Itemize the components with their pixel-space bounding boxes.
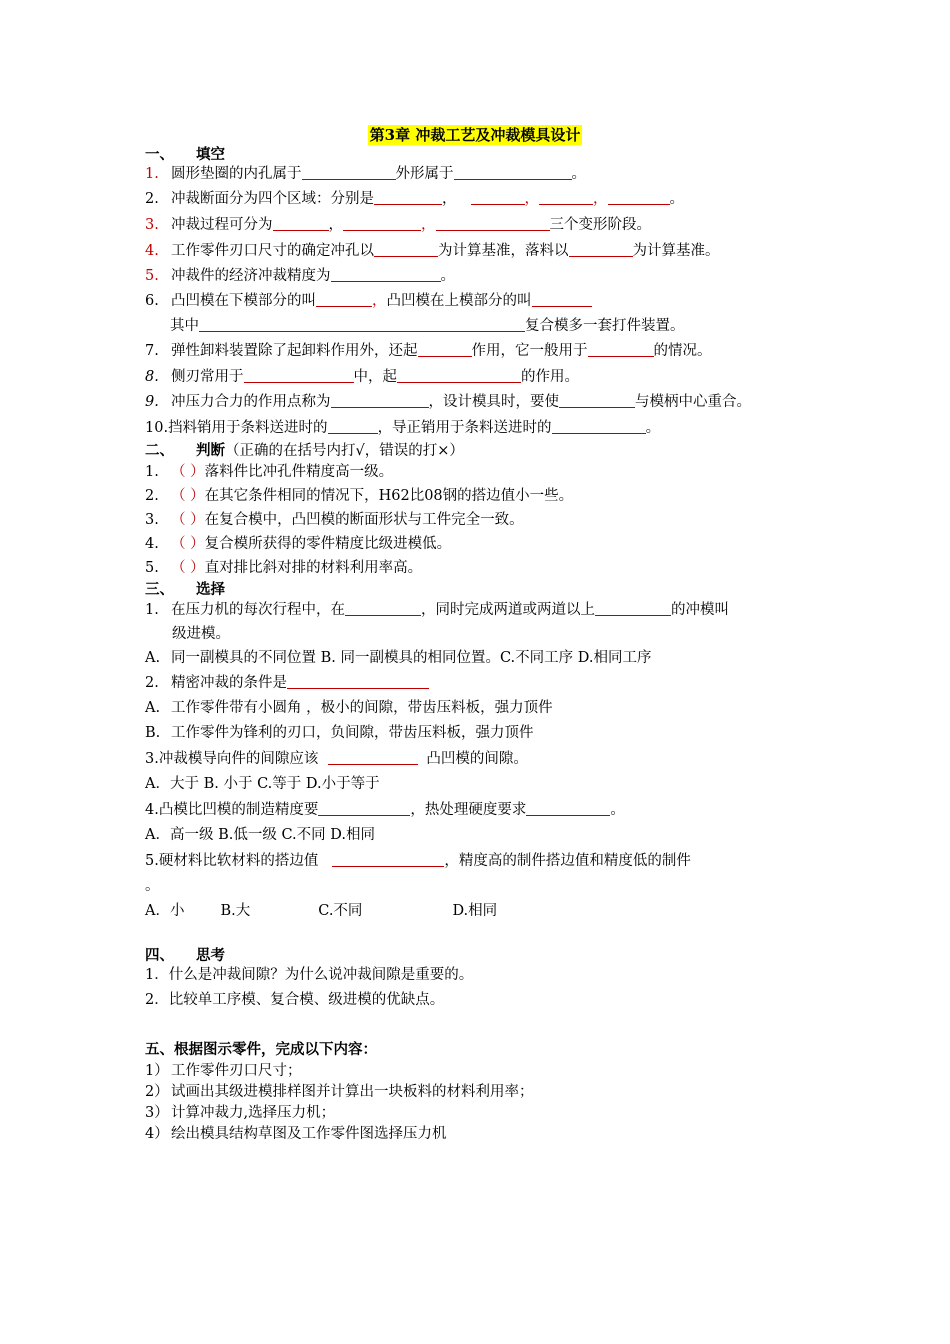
- blank[interactable]: [332, 852, 444, 867]
- text: 为计算基准，落料以: [438, 243, 569, 259]
- blank[interactable]: [331, 267, 441, 282]
- text: 1.: [145, 602, 159, 618]
- text: 作用，它一般用于: [471, 343, 588, 359]
- text: 精密冲裁的条件是: [171, 675, 287, 691]
- text: 的情况。: [653, 343, 712, 359]
- text: 五、根据图示零件，完成以下内容：: [145, 1041, 377, 1058]
- section-2-heading: [145, 442, 464, 460]
- text: 直对排比斜对排的材料利用率高。: [204, 560, 423, 576]
- text: 二、: [145, 442, 174, 459]
- text: 3.: [145, 217, 159, 233]
- judge-item-4: [145, 535, 451, 553]
- text: ，: [524, 191, 539, 207]
- text: 1.: [145, 166, 159, 182]
- judge-item-3: [145, 511, 524, 529]
- text: 。: [669, 191, 684, 207]
- text: 三、: [145, 581, 174, 598]
- text: 填空: [196, 146, 225, 163]
- text: 判断: [196, 442, 225, 459]
- text: 。: [610, 802, 625, 818]
- text: 工作零件带有小圆角 ，极小的间隙，带齿压料板，强力顶件: [171, 700, 553, 716]
- text: 2.: [145, 675, 159, 691]
- text: 四、: [145, 947, 174, 964]
- text: 在复合模中，凸凹模的断面形状与工件完全一致。: [204, 512, 524, 528]
- text: 9.: [145, 394, 159, 410]
- choice-q3: [145, 750, 528, 768]
- text: 外形属于: [395, 166, 454, 182]
- text: 冲压力合力的作用点称为: [171, 394, 331, 410]
- text: A．高一级 B.低一级 C.不同 D.相同: [145, 827, 375, 843]
- fill-q6-cont: [170, 317, 685, 335]
- text: 凸凹模在上模部分的叫: [386, 293, 532, 309]
- text: ，同时完成两道或两道以上: [421, 602, 595, 618]
- text: （ ）: [171, 536, 205, 552]
- fill-q5: [145, 267, 455, 285]
- text: 工作零件刃口尺寸；: [171, 1063, 302, 1079]
- blank[interactable]: [244, 368, 354, 383]
- blank[interactable]: [345, 601, 421, 616]
- blank[interactable]: [199, 317, 525, 332]
- text: 1）: [145, 1063, 169, 1079]
- text: 其中: [170, 318, 199, 334]
- judge-item-2: [145, 487, 573, 505]
- task-item-1: [145, 1062, 302, 1080]
- text: ，: [372, 293, 387, 309]
- section-5-heading: [145, 1041, 377, 1059]
- task-item-2: [145, 1083, 534, 1101]
- choice-q2-option-b: [145, 724, 534, 742]
- text: 冲裁模导向件的间隙应该: [158, 751, 319, 767]
- text: 3）: [145, 1105, 169, 1121]
- text: 弹性卸料装置除了起卸料作用外，还起: [171, 343, 418, 359]
- think-item-1: [145, 966, 473, 984]
- text: 工作零件为锋利的刃口，负间隙，带齿压料板，强力顶件: [171, 725, 534, 741]
- choice-q3-options: [145, 775, 380, 793]
- text: A.: [145, 650, 161, 666]
- text: （ ）: [171, 464, 205, 480]
- text: ，: [328, 217, 343, 233]
- text: 的冲模叫: [671, 602, 729, 618]
- text: 1.: [145, 464, 159, 480]
- text: ，热处理硬度要求: [410, 802, 527, 818]
- judge-item-1: [145, 463, 393, 481]
- text: （ ）: [171, 560, 205, 576]
- text: 复合模所获得的零件精度比级进模低。: [204, 536, 452, 552]
- blank[interactable]: [397, 368, 521, 383]
- text: A.: [145, 700, 161, 716]
- choice-q2-option-a: [145, 699, 553, 717]
- text: 计算冲裁力,选择压力机；: [171, 1105, 336, 1121]
- text: 。: [145, 878, 160, 894]
- text: 2.: [145, 488, 159, 504]
- blank[interactable]: [532, 292, 592, 307]
- blank[interactable]: [526, 801, 610, 816]
- text: ，精度高的制件搭边值和精度低的制件: [444, 853, 691, 869]
- text: 。: [571, 166, 586, 182]
- text: 为计算基准。: [632, 243, 720, 259]
- choice-q1: [145, 601, 729, 619]
- task-item-4: [145, 1125, 447, 1143]
- text: 在其它条件相同的情况下，H62比08钢的搭边值小一些。: [204, 488, 574, 504]
- text: 思考: [196, 947, 225, 964]
- text: ，导正销用于条料送进时的: [377, 420, 552, 436]
- fill-q8: [145, 368, 579, 386]
- section-3-heading: [145, 581, 225, 599]
- task-item-3: [145, 1104, 335, 1122]
- fill-q4: [145, 242, 720, 260]
- text: ，: [442, 191, 457, 207]
- text: 在压力机的每次行程中，在: [171, 602, 345, 618]
- blank[interactable]: [471, 190, 525, 205]
- blank[interactable]: [302, 165, 396, 180]
- fill-q6: [145, 292, 592, 310]
- choice-q2: [145, 674, 429, 692]
- choice-q4: [145, 801, 625, 819]
- text: 2）: [145, 1084, 169, 1100]
- text: ，: [593, 191, 608, 207]
- text: ，设计模具时，要使: [428, 394, 559, 410]
- blank[interactable]: [328, 750, 418, 765]
- fill-q1: [145, 165, 586, 183]
- text: 10.: [145, 420, 169, 436]
- text: 绘出模具结构草图及工作零件图选择压力机: [171, 1126, 447, 1142]
- text: 落料件比冲孔件精度高一级。: [204, 464, 394, 480]
- text: 同一副模具的不同位置 B. 同一副模具的相同位置。C.不同工序 D.相同工序: [171, 650, 652, 666]
- text: 工作零件刃口尺寸的确定冲孔以: [171, 243, 374, 259]
- blank[interactable]: [454, 165, 572, 180]
- text: 中，起: [353, 369, 397, 385]
- blank[interactable]: [539, 190, 593, 205]
- fill-q2: [145, 190, 684, 208]
- text: D.相同: [452, 903, 498, 919]
- fill-q9: [145, 393, 751, 411]
- choice-q5-cont: [145, 877, 160, 895]
- text: 第3章 冲裁工艺及冲裁模具设计: [369, 126, 581, 144]
- text: 1．什么是冲裁间隙？为什么说冲裁间隙是重要的。: [145, 967, 474, 983]
- text: 挡料销用于条料送进时的: [168, 420, 328, 436]
- text: 5.: [145, 560, 159, 576]
- text: 3.: [145, 751, 159, 767]
- blank[interactable]: [273, 216, 329, 231]
- blank[interactable]: [374, 190, 442, 205]
- text: 7.: [145, 343, 159, 359]
- text: ，: [421, 217, 436, 233]
- text: 4）: [145, 1126, 169, 1142]
- blank[interactable]: [418, 342, 472, 357]
- blank[interactable]: [374, 242, 438, 257]
- blank[interactable]: [559, 393, 635, 408]
- blank[interactable]: [552, 419, 646, 434]
- text: 4.: [145, 802, 159, 818]
- text: 凸模比凹模的制造精度要: [158, 802, 319, 818]
- text: 3.: [145, 512, 159, 528]
- section-1-heading: [145, 146, 225, 164]
- text: 三个变形阶段。: [549, 217, 651, 233]
- chapter-title: [0, 124, 950, 145]
- text: 与模柄中心重合。: [635, 394, 751, 410]
- blank[interactable]: [318, 801, 410, 816]
- blank[interactable]: [331, 393, 429, 408]
- choice-q4-options: [145, 826, 375, 844]
- text: 冲裁过程可分为: [171, 217, 273, 233]
- text: （ ）: [171, 512, 205, 528]
- text: （正确的在括号内打√，错误的打×）: [225, 443, 464, 459]
- text: 冲裁件的经济冲裁精度为: [171, 268, 331, 284]
- fill-q3: [145, 216, 651, 234]
- text: 凸凹模在下模部分的叫: [171, 293, 316, 309]
- text: 5.: [145, 268, 159, 284]
- text: 的作用。: [521, 369, 579, 385]
- text: A．大于 B. 小于 C.等于 D.小于等于: [145, 776, 380, 792]
- blank[interactable]: [343, 216, 421, 231]
- text: 6.: [145, 293, 159, 309]
- text: C.不同: [318, 903, 363, 919]
- text: 2．比较单工序模、复合模、级进模的优缺点。: [145, 992, 445, 1008]
- text: 选择: [196, 581, 225, 598]
- choice-q1-options: [145, 649, 652, 667]
- blank[interactable]: [287, 674, 429, 689]
- text: B.: [145, 725, 161, 741]
- text: 复合模多一套打件装置。: [525, 318, 685, 334]
- text: 5.: [145, 853, 159, 869]
- fill-q10: [145, 419, 660, 437]
- blank[interactable]: [569, 242, 633, 257]
- blank[interactable]: [588, 342, 654, 357]
- choice-q1-cont: [172, 625, 230, 643]
- blank[interactable]: [595, 601, 671, 616]
- judge-item-5: [145, 559, 422, 577]
- text: 一、: [145, 146, 174, 163]
- text: （ ）: [171, 488, 205, 504]
- text: 4.: [145, 243, 159, 259]
- text: 。: [440, 268, 455, 284]
- text: 圆形垫圈的内孔属于: [171, 166, 302, 182]
- text: A．小: [145, 903, 185, 919]
- text: 硬材料比软材料的搭边值: [158, 853, 319, 869]
- text: 2.: [145, 191, 159, 207]
- text: B.大: [220, 903, 251, 919]
- text: 级进模。: [172, 626, 230, 642]
- blank[interactable]: [316, 292, 372, 307]
- text: 8.: [145, 369, 159, 385]
- think-item-2: [145, 991, 444, 1009]
- blank[interactable]: [608, 190, 670, 205]
- text: 试画出其级进模排样图并计算出一块板料的材料利用率；: [171, 1084, 534, 1100]
- text: 凸凹模的间隙。: [426, 751, 528, 767]
- text: 冲裁断面分为四个区域：分别是: [171, 191, 374, 207]
- text: 4.: [145, 536, 159, 552]
- section-4-heading: [145, 947, 225, 965]
- blank[interactable]: [328, 419, 378, 434]
- text: 。: [645, 420, 661, 436]
- text: 侧刃常用于: [171, 369, 244, 385]
- choice-q5: [145, 852, 691, 870]
- blank[interactable]: [436, 216, 550, 231]
- choice-q5-options: [145, 902, 497, 920]
- fill-q7: [145, 342, 712, 360]
